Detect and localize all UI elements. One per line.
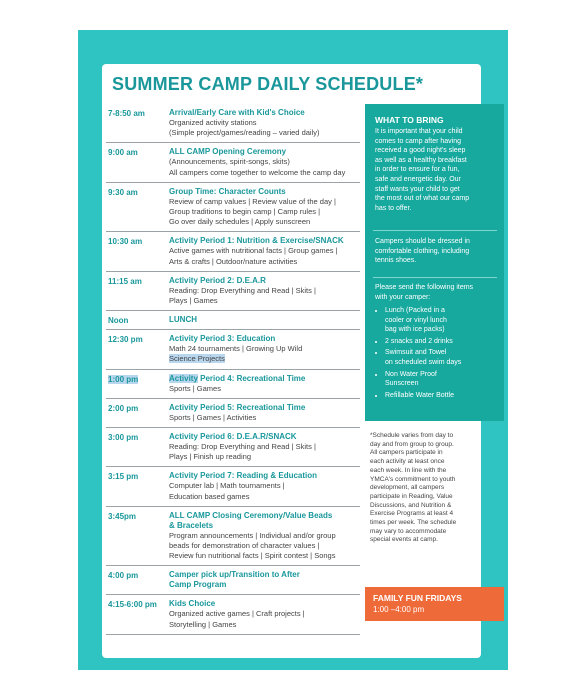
- schedule-row: [106, 428, 360, 467]
- bring-item: • Refillable Water Bottle: [385, 391, 497, 401]
- footnote-line: each week. In line with the: [370, 466, 447, 474]
- footnote-line: YMCA's commitment to youth: [370, 475, 456, 483]
- schedule-row: [106, 507, 360, 567]
- event-title: Camp Program: [169, 580, 227, 590]
- text-line: has to offer.: [375, 204, 412, 212]
- schedule-time: 7-8:50 am: [108, 109, 145, 118]
- schedule-event: [169, 315, 360, 325]
- schedule-time: 3:45pm: [108, 511, 137, 521]
- bring-item: • Swimsuit and Towel on scheduled swim days: [385, 348, 497, 367]
- event-detail: Organized activity stations: [169, 118, 257, 127]
- event-detail: Group traditions to begin camp | Camp rules |: [169, 207, 321, 217]
- footnote-line: All campers participate in: [370, 449, 443, 457]
- footnote-line: may vary to accommodate: [370, 527, 447, 535]
- event-title: Group Time: Character Counts: [169, 186, 286, 196]
- event-detail: Sports | Games: [169, 383, 221, 393]
- schedule-time: 11:15 am: [108, 276, 142, 286]
- event-detail: Review of camp values | Review value of the day |: [169, 196, 336, 206]
- footnote-line: each activity at least once: [370, 458, 445, 466]
- schedule-row: [106, 399, 360, 428]
- event-detail: beads for demonstration of character values |: [169, 541, 320, 551]
- footnote-line: Discussions, and Nutrition &: [370, 501, 452, 509]
- event-detail: Plays | Finish up reading: [169, 452, 251, 462]
- schedule-row: [106, 370, 360, 399]
- divider: [373, 277, 497, 278]
- bring-item: • Non Water Proof Sunscreen: [385, 370, 497, 389]
- event-detail: Go over daily schedules | Apply sunscreen: [169, 217, 311, 227]
- event-detail: Sports | Games | Activities: [169, 412, 257, 422]
- footnote-line: times per week. The schedule: [370, 519, 457, 527]
- event-detail: Arts & crafts | Outdoor/nature activities: [169, 256, 298, 266]
- event-title: Camper pick up/Transition to After: [169, 570, 300, 580]
- footnote-line: day and from group to group.: [370, 440, 454, 448]
- event-title: Activity Period 5: Recreational Time: [169, 402, 306, 412]
- text-line: tennis shoes.: [375, 257, 417, 265]
- schedule-row: [106, 595, 360, 634]
- event-title: Activity Period 3: Education: [169, 334, 276, 344]
- text-line: Please send the following items: [375, 284, 474, 291]
- event-detail: Math 24 tournaments | Growing Up Wild: [169, 344, 303, 354]
- event-title: Activity Period 2: D.E.A.R: [169, 275, 266, 285]
- schedule-time: 9:30 am: [108, 187, 138, 197]
- event-title: Activity Period 6: D.E.A.R/SNACK: [169, 432, 297, 442]
- page-title: SUMMER CAMP DAILY SCHEDULE*: [112, 74, 424, 94]
- schedule-time: 1:00 pm: [108, 374, 139, 384]
- schedule-row: [106, 467, 360, 506]
- text-line: Campers should be dressed in: [375, 238, 470, 245]
- footnote-line: special events at camp.: [370, 536, 438, 544]
- schedule-event: [169, 432, 360, 462]
- schedule-row: [106, 183, 360, 233]
- text-line: It is important that your child: [375, 128, 463, 135]
- family-fun-heading: FAMILY FUN FRIDAYS: [373, 593, 462, 603]
- divider: [373, 230, 497, 231]
- text-line: with your camper:: [375, 293, 431, 301]
- event-detail: All campers come together to welcome the camp day: [169, 167, 346, 177]
- event-detail: Storytelling | Games: [169, 619, 237, 629]
- family-fun-fridays-banner: [365, 587, 504, 621]
- schedule-row: [106, 272, 360, 311]
- schedule-time: 10:30 am: [108, 237, 143, 247]
- footnote-line: Exercise Programs at least 4: [370, 510, 454, 518]
- schedule-event: [169, 187, 360, 228]
- event-title: ALL CAMP Opening Ceremony: [169, 147, 287, 157]
- what-to-bring-heading: WHAT TO BRING: [375, 115, 444, 125]
- footnote-line: *Schedule varies from day to: [370, 432, 454, 439]
- event-title: ALL CAMP Closing Ceremony/Value Beads: [169, 510, 333, 520]
- schedule-row: [106, 311, 360, 330]
- schedule-event: [169, 236, 360, 266]
- schedule-footnote: [370, 432, 498, 545]
- schedule-event: [169, 511, 360, 562]
- event-title: Arrival/Early Care with Kid's Choice: [169, 108, 305, 117]
- family-fun-time: 1:00 –4:00 pm: [373, 605, 425, 614]
- what-to-bring-intro: [375, 127, 497, 213]
- schedule-event: [169, 334, 360, 364]
- event-detail: Science Projects: [169, 354, 225, 364]
- event-detail: Review fun nutritional facts | Spirit contest | Songs: [169, 551, 336, 561]
- what-to-bring-panel: [365, 104, 504, 421]
- schedule-time: Noon: [108, 316, 129, 326]
- bring-item: • 2 snacks and 2 drinks: [385, 337, 497, 347]
- schedule-time: 9:00 am: [108, 148, 138, 158]
- schedule-time: 3:00 pm: [108, 433, 139, 443]
- schedule-row: [106, 330, 360, 369]
- schedule-time: 2:00 pm: [108, 403, 139, 413]
- event-detail: Organized active games | Craft projects |: [169, 609, 305, 619]
- schedule-event: [169, 374, 360, 394]
- event-detail: (Simple project/games/reading – varied daily): [169, 128, 320, 138]
- schedule-event: [169, 108, 360, 138]
- event-detail: Reading: Drop Everything and Read | Skits |: [169, 285, 316, 295]
- schedule-event: [169, 147, 360, 177]
- event-detail: Active games with nutritional facts | Group games |: [169, 246, 338, 256]
- event-title: LUNCH: [169, 315, 197, 325]
- schedule-event: [169, 471, 360, 501]
- schedule-row: [106, 566, 360, 595]
- event-detail: Program announcements | Individual and/or group: [169, 530, 336, 540]
- schedule-time: 4:15-6:00 pm: [108, 600, 157, 610]
- schedule-time: 12:30 pm: [108, 335, 143, 345]
- text-line: staff wants your child to get: [375, 185, 460, 193]
- text-line: comfortable clothing, including: [375, 247, 470, 255]
- schedule-list: [106, 104, 360, 635]
- schedule-event: [169, 570, 360, 590]
- event-detail: Reading: Drop Everything and Read | Skits |: [169, 442, 316, 452]
- schedule-event: [169, 403, 360, 423]
- text-line: safe and energetic day. Our: [375, 175, 461, 183]
- event-title: Activity Period 7: Reading & Education: [169, 471, 318, 481]
- text-line: received a good night's sleep: [375, 147, 466, 155]
- event-title: Activity Period 4: Recreational Time: [169, 373, 306, 383]
- event-title: Activity Period 1: Nutrition & Exercise/SNACK: [169, 236, 344, 246]
- footnote-line: participate in Reading, Value: [370, 492, 453, 500]
- event-detail: Education based games: [169, 491, 250, 501]
- text-line: the most out of what our camp: [375, 195, 470, 203]
- schedule-time: 4:00 pm: [108, 571, 139, 581]
- schedule-row: [106, 104, 360, 143]
- text-line: comes to camp after having: [375, 137, 461, 145]
- text-line: in order to ensure for a fun,: [375, 166, 460, 174]
- clothing-note: [375, 237, 497, 266]
- event-detail: (Announcements, spirit-songs, skits): [169, 157, 290, 167]
- text-line: as well as a healthy breakfast: [375, 156, 467, 164]
- schedule-time: 3:15 pm: [108, 472, 139, 482]
- event-detail: Plays | Games: [169, 296, 218, 306]
- event-title: Kids Choice: [169, 599, 216, 609]
- footnote-line: development, all campers: [370, 484, 445, 492]
- schedule-event: [169, 599, 360, 629]
- event-title: & Bracelets: [169, 520, 214, 530]
- items-intro: [375, 283, 497, 302]
- schedule-row: [106, 143, 360, 182]
- schedule-event: [169, 276, 360, 306]
- schedule-row: [106, 232, 360, 271]
- items-list: [375, 306, 497, 402]
- bring-item: • Lunch (Packed in a cooler or vinyl lunch bag with ice packs): [385, 306, 497, 335]
- event-detail: Computer lab | Math tournaments |: [169, 481, 285, 491]
